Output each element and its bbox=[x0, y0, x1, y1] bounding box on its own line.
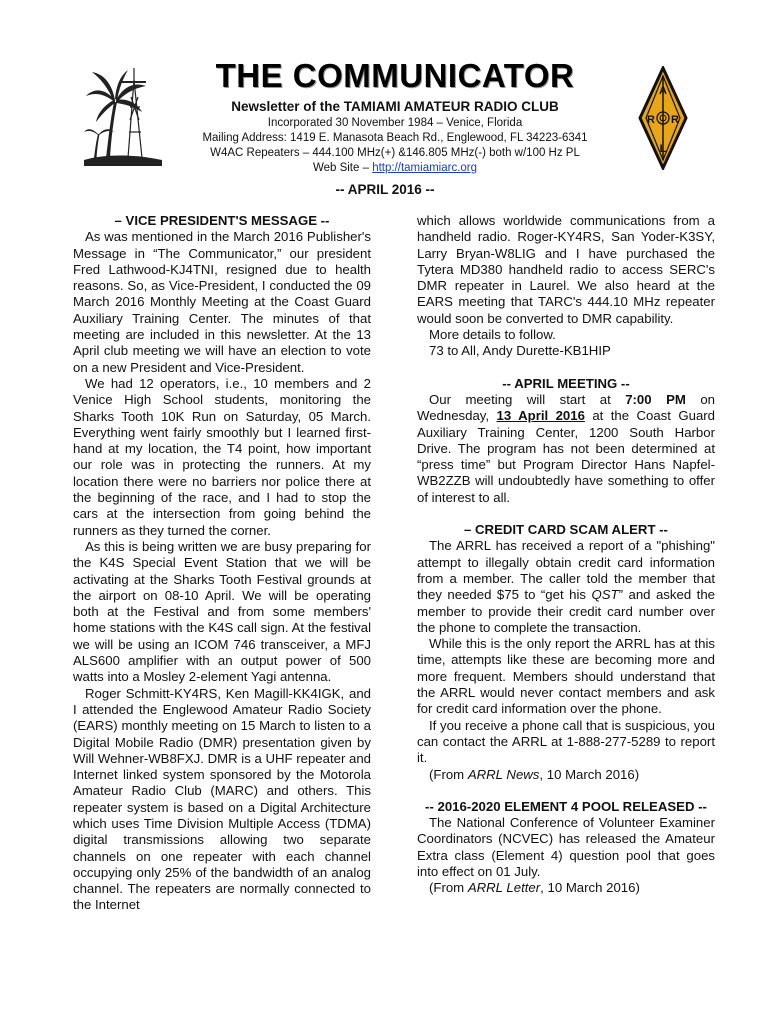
arrl-diamond-logo bbox=[638, 66, 688, 170]
newsletter-subtitle: Newsletter of the TAMIAMI AMATEUR RADIO CLUB bbox=[231, 99, 559, 114]
element4-paragraph: The National Conference of Volunteer Examiner Coordinators (NCVEC) has released the Amateur Extra class (Element 4) question pool that goes into effect on 01 July. bbox=[417, 815, 715, 879]
scam-alert-heading: – CREDIT CARD SCAM ALERT -- bbox=[464, 522, 668, 538]
website-prefix: Web Site – bbox=[312, 162, 373, 174]
vp-paragraph-3: As this is being written we are busy preparing for the K4S Special Event Station that we will be activating at the Sharks Tooth Festival grounds at the airport on 08-10 April. We will be operating both at the Festival and from some members' home stations with the K4S call sign. At the festival we will be using an ICOM 746 transceiver, a MFJ ALS600 amplifier with an output power of 500 watts into a Mosley 2-element Yagi antenna. bbox=[73, 538, 371, 685]
repeaters-line: W4AC Repeaters – 444.100 MHz(+) &146.805 MHz(-) both w/100 Hz PL bbox=[210, 147, 580, 159]
scam-source-b: , 10 March 2016) bbox=[539, 766, 640, 782]
arrl-letter-a: A bbox=[659, 85, 667, 97]
scam-paragraph-2: While this is the only report the ARRL has at this time, attempts like these are becoming more and more frequent. Members should understand that the ARRL would never contact members and ask for credit card information over the phone. bbox=[417, 636, 715, 717]
arrl-letter-l: L bbox=[659, 143, 667, 155]
vp-signature: 73 to All, Andy Durette-KB1HIP bbox=[429, 343, 611, 359]
element4-source-a: (From bbox=[429, 880, 468, 896]
meeting-text-2: on Wednesday, bbox=[417, 391, 715, 424]
palm-tree-antenna-logo bbox=[84, 62, 162, 166]
meeting-text-1: Our meeting will start at bbox=[429, 391, 626, 407]
scam-source-a: (From bbox=[429, 766, 468, 782]
vp-message-heading: – VICE PRESIDENT'S MESSAGE -- bbox=[114, 213, 330, 228]
element4-source-b: , 10 March 2016) bbox=[540, 880, 640, 896]
vp-paragraph-4: Roger Schmitt-KY4RS, Ken Magill-KK4IGK, and I attended the Englewood Amateur Radio Society (EARS) monthly meeting on 15 March to listen to a Digital Mobile Radio (DMR) presentation given by Will Wehner-WB8FXJ. DMR is a UHF repeater and Internet linked system sponsored by the Motorola Amateur Radio Club (MARC) and others. This repeater system is based on a Digital Architecture which uses Time Division Multiple Access (TDMA) digital transmissions allowing two separate channels on one repeater with each channel occupying only 25% of the bandwidth of an analog channel. The repeaters are normally connected to the Internet bbox=[73, 685, 372, 913]
meeting-date: 13 April 2016 bbox=[496, 408, 585, 424]
vp-paragraph-2: We had 12 operators, i.e., 10 members and 2 Venice High School students, monitoring the Sharks Tooth 10K Run on Saturday, 05 March. Everything went fairly smoothly but I learned first-hand at my location, the T4 point, how important our role was in protecting the runners. At my location there were no barriers nor police there at the beginning of the race, and I had to stop the cars at the intersection from going behind the runners as they turned the corner. bbox=[73, 375, 371, 538]
meeting-time: 7:00 PM bbox=[625, 391, 686, 407]
website-link[interactable]: http://tamiamiarc.org bbox=[372, 162, 478, 174]
april-meeting-heading: -- APRIL MEETING -- bbox=[502, 375, 630, 391]
left-column bbox=[73, 213, 371, 914]
vp-paragraph-6: More details to follow. bbox=[429, 327, 556, 343]
issue-date: -- APRIL 2016 -- bbox=[335, 182, 435, 197]
vp-paragraph-5: which allows worldwide communications from a handheld radio. Roger-KY4RS, San Yoder-K3SY, Larry Bryan-W8LIG and I have purchased the Tytera MD380 handheld radio to access SERC's DMR repeater in Laurel. We also heard at the EARS meeting that TARC's 444.10 MHz repeater would soon be converted to DMR capability. bbox=[417, 213, 715, 326]
scam-text-1a: The ARRL has received a report of a "phishing" attempt to illegally obtain credit card information from a member. The caller told the member that they needed $75 to “get his bbox=[417, 538, 715, 603]
scam-source bbox=[417, 767, 715, 783]
scam-paragraph-1 bbox=[417, 538, 715, 636]
arrl-letter-r1: R bbox=[647, 114, 655, 126]
vp-paragraph-1: As was mentioned in the March 2016 Publisher's Message in “The Communicator,” our president Fred Lathwood-KJ4TNI, resigned due to health reasons. So, as Vice-President, I conducted the 09 March 2016 Monthly Meeting at the Coast Guard Auxiliary Training Center. The minutes of that meeting are included in this newsletter. At the 13 April club meeting we will have an election to vote on a new President and Vice-President. bbox=[73, 229, 371, 375]
incorporation-line: Incorporated 30 November 1984 – Venice, Florida bbox=[267, 117, 523, 129]
scam-paragraph-3: If you receive a phone call that is suspicious, you can contact the ARRL at 1-888-277-5289 to report it. bbox=[417, 717, 715, 766]
newsletter-title: THE COMMUNICATOR bbox=[215, 57, 575, 94]
element4-heading: -- 2016-2020 ELEMENT 4 POOL RELEASED -- bbox=[425, 798, 707, 814]
qst-title: QST bbox=[591, 587, 619, 603]
element4-source-publication: ARRL Letter bbox=[467, 880, 541, 896]
scam-source-publication: ARRL News bbox=[467, 766, 540, 782]
arrl-letter-r2: R bbox=[671, 114, 679, 126]
mailing-address: Mailing Address: 1419 E. Manasota Beach Rd., Englewood, FL 34223-6341 bbox=[202, 132, 588, 144]
april-meeting-paragraph bbox=[417, 392, 715, 506]
right-column bbox=[417, 213, 715, 897]
scam-text-1b: ” and asked the member to provide their credit card number over the phone to complete the transaction. bbox=[417, 587, 715, 635]
element4-source bbox=[417, 880, 715, 896]
website-line bbox=[170, 161, 620, 176]
meeting-text-3: at the Coast Guard Auxiliary Training Center, 1200 South Harbor Drive. The program has not been determined at “press time” but Program Director Hans Napfel-WB2ZZB will undoubtedly have something to offer of interest to all. bbox=[417, 408, 716, 505]
masthead bbox=[170, 56, 620, 176]
